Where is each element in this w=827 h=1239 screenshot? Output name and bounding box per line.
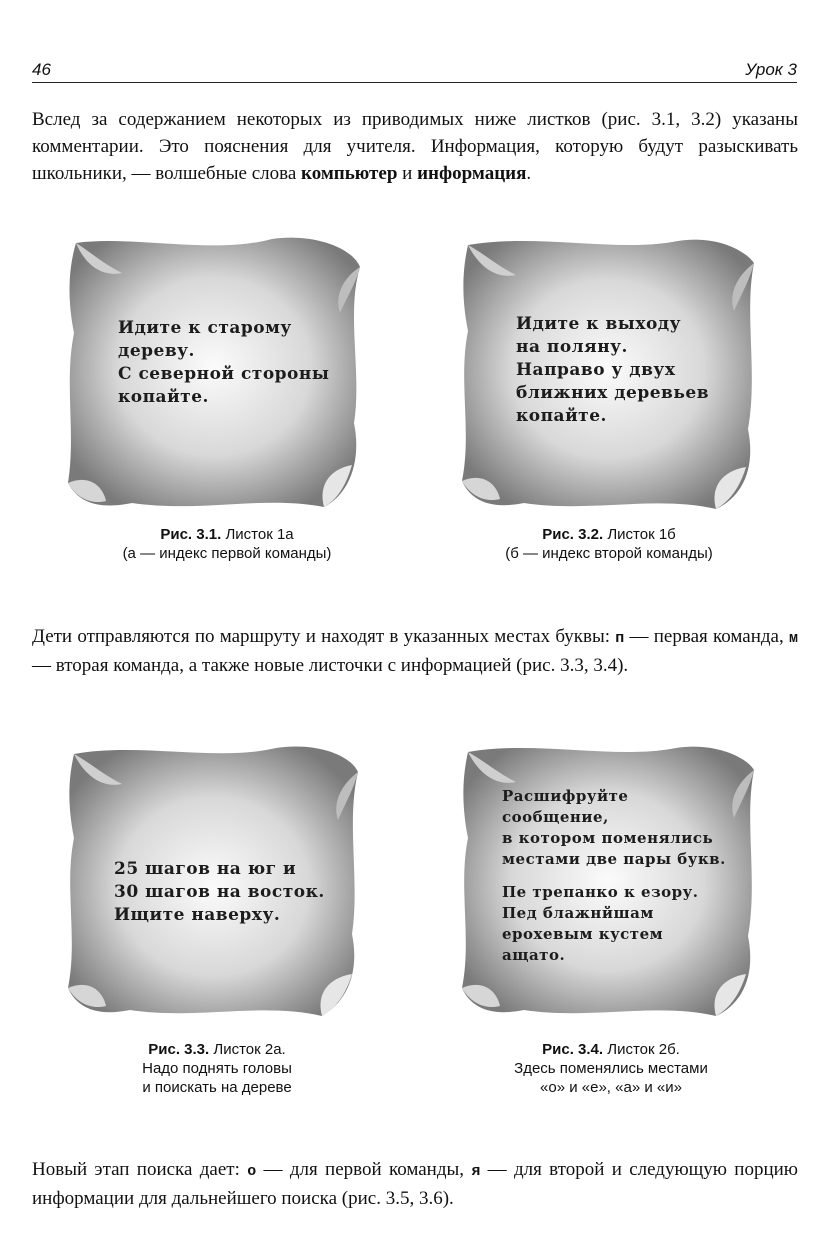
- final-text-end: — для второй и следующую порцию информации для дальнейшего поиска (рис. 3.5, 3.6).: [32, 1159, 798, 1209]
- middle-text: Дети отправляются по маршруту и находят в указанных местах буквы:: [32, 626, 616, 647]
- scroll-line: 25 шагов на юг и: [114, 859, 297, 879]
- caption-label: Рис. 3.2.: [542, 526, 604, 543]
- keyword-information: информация: [417, 163, 527, 184]
- middle-text-end: — вторая команда, а также новые листочки с информацией (рис. 3.3, 3.4).: [32, 655, 629, 676]
- caption-label: Рис. 3.4.: [542, 1041, 604, 1058]
- scroll-line: на поляну.: [516, 337, 628, 357]
- caption-line: (а — индекс первой команды): [122, 545, 332, 562]
- figure-3-4-caption: [446, 1040, 776, 1097]
- chapter-title: Урок 3: [745, 60, 797, 79]
- scroll-line: сообщение,: [502, 808, 609, 826]
- caption-line: Здесь поменялись местами: [514, 1060, 708, 1077]
- caption-line: «о» и «е», «а» и «и»: [540, 1079, 682, 1096]
- keyword-computer: компьютер: [301, 163, 398, 184]
- intro-and: и: [397, 163, 418, 184]
- scroll-line: Идите к выходу: [516, 314, 682, 334]
- figure-3-2-scroll: [458, 233, 758, 513]
- letter-p: п: [615, 630, 625, 647]
- figure-3-4-scroll: [458, 740, 758, 1020]
- caption-line: и поискать на дереве: [142, 1079, 292, 1096]
- caption-title: Листок 1а: [225, 526, 294, 543]
- caption-title: Листок 2б.: [607, 1041, 680, 1058]
- letter-o: о: [247, 1163, 257, 1180]
- letter-m: м: [788, 630, 798, 647]
- scroll-line: дереву.: [118, 341, 195, 361]
- final-text: Новый этап поиска дает:: [32, 1159, 248, 1180]
- caption-line: Надо поднять головы: [142, 1060, 292, 1077]
- letter-ya: я: [471, 1163, 481, 1180]
- scroll-line: ближних деревьев: [516, 383, 710, 403]
- scroll-text: [516, 313, 709, 428]
- caption-line: (б — индекс второй команды): [505, 545, 713, 562]
- scroll-line: Пе трепанко к езору.: [502, 883, 699, 901]
- scroll-line: местами две пары букв.: [502, 850, 726, 868]
- caption-title: Листок 2а.: [213, 1041, 286, 1058]
- intro-text: Вслед за содержанием некоторых из приводимых ниже листков (рис. 3.1, 3.2) указаны комментарии. Это пояснения для учителя. Информация, которую будут разыскивать школьники, — волшебные слова: [32, 109, 798, 184]
- page-number: 46: [32, 60, 51, 79]
- scroll-line: Идите к старому: [118, 318, 292, 338]
- final-text-mid: — для первой команды,: [256, 1159, 472, 1180]
- intro-end: .: [526, 163, 532, 184]
- scroll-line: 30 шагов на восток.: [114, 882, 325, 902]
- middle-paragraph: [32, 623, 798, 679]
- scroll-text: [502, 786, 726, 966]
- scroll-line: копайте.: [118, 387, 209, 407]
- scroll-line: ащато.: [502, 946, 566, 964]
- scroll-line: Направо у двух: [516, 360, 676, 380]
- scroll-line: С северной стороны: [118, 364, 330, 384]
- figure-3-3-caption: [52, 1040, 382, 1097]
- figure-3-1-scroll: [62, 233, 362, 513]
- figure-3-2-caption: [444, 525, 774, 563]
- intro-paragraph: [32, 106, 798, 187]
- scroll-line: Пед блажнйшам: [502, 904, 654, 922]
- scroll-text: [118, 317, 329, 409]
- running-head: [32, 60, 797, 83]
- figure-3-3-scroll: [62, 740, 362, 1020]
- caption-label: Рис. 3.1.: [160, 526, 222, 543]
- scroll-line: Ищите наверху.: [114, 905, 281, 925]
- scroll-line: ерохевым кустем: [502, 925, 664, 943]
- figure-3-1-caption: [62, 525, 392, 563]
- caption-label: Рис. 3.3.: [148, 1041, 210, 1058]
- scroll-line: в котором поменялись: [502, 829, 714, 847]
- caption-title: Листок 1б: [607, 526, 676, 543]
- scroll-line: Расшифруйте: [502, 787, 629, 805]
- final-paragraph: [32, 1156, 798, 1212]
- middle-text-mid: — первая команда,: [624, 626, 789, 647]
- scroll-line: копайте.: [516, 406, 607, 426]
- scroll-text: [114, 858, 325, 927]
